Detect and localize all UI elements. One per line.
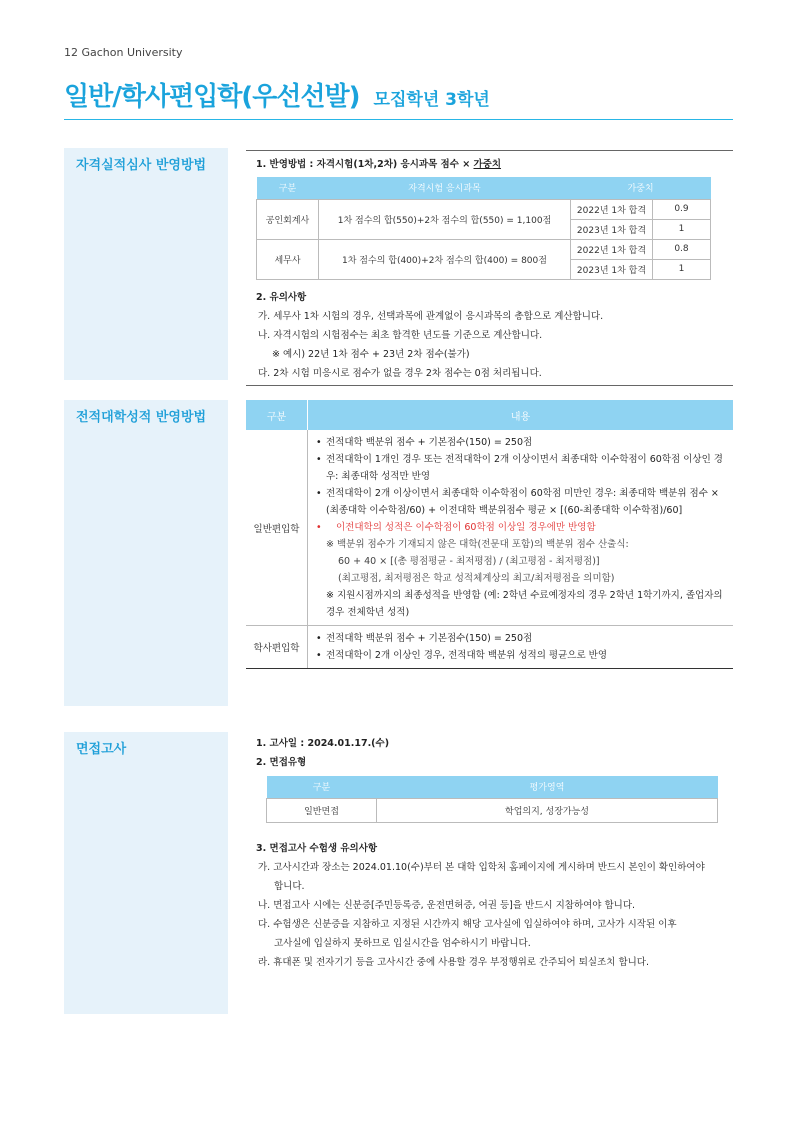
section-label: 면접고사 [76,742,127,757]
red-note: • 이전대학의 성적은 이수학점이 60학점 이상일 경우에만 반영함 [314,519,727,536]
section-heading [246,155,733,174]
type-heading: 2. 면접유형 [256,757,307,768]
section-3-content [246,734,733,972]
th-area: 평가영역 [377,776,718,798]
notice-item: 다. 수험생은 신분증을 지참하고 지정된 시간까지 해당 고사실에 입실하여야 하며, 고사가 시작된 이후 [258,918,677,930]
list-item: • 전적대학이 1개인 경우 또는 전적대학이 2개 이상이면서 최종대학 이수학점이 60학점 이상인 경우: 최종대학 성적만 반영 [314,451,727,485]
page-subtitle: 모집학년 3학년 [373,90,490,110]
final-note: ※ 지원시점까지의 최종성적을 반영함 (예: 2학년 수료예정자의 경우 2학년 1학기까지, 졸업자의 경우 전체학년 성적) [326,590,723,618]
sidebar-section-3 [64,732,228,1014]
note-item: 가. 세무사 1차 시험의 경우, 선택과목에 관계없이 응시과목의 총합으로 계산합니다. [258,310,604,322]
weight-value: 1 [653,219,711,239]
weight-label: 2023년 1차 합격 [571,259,653,279]
list-item: • 전적대학 백분위 점수 + 기본점수(150) = 250점 [314,630,727,647]
row-type: 일반면접 [267,798,377,822]
notice-item: 고사실에 입실하지 못하므로 입실시간을 엄수하시기 바랍니다. [274,937,531,949]
row-content [308,626,733,668]
weight-value: 1 [653,259,711,279]
section-label: 전적대학성적 반영방법 [76,410,207,425]
page-title: 일반/학사편입학(우선선발) [64,82,360,112]
th-category: 구분 [267,776,377,798]
bachelor-row [246,626,733,669]
row-area: 학업의지, 성장가능성 [377,798,718,822]
row-category: 세무사 [257,239,319,279]
notice-heading: 3. 면접고사 수험생 유의사항 [256,842,378,854]
divider [246,150,733,151]
weight-value: 0.9 [653,199,711,219]
section-2-content [246,400,733,669]
weight-label: 2022년 1차 합격 [571,199,653,219]
notice-item: 나. 면접고사 시에는 신분증[주민등록증, 운전면허증, 여권 등]을 반드시 지참하여야 합니다. [258,899,636,911]
divider [246,385,733,386]
th-content: 내용 [510,411,531,423]
list-item: • 전적대학 백분위 점수 + 기본점수(150) = 250점 [314,434,727,451]
weight-value: 0.8 [653,239,711,259]
formula-intro: ※ 백분위 점수가 기재되지 않은 대학(전문대 포함)의 백분위 점수 산출식: [326,539,629,550]
formula-note: (최고평점, 최저평점은 학교 성적체계상의 최고/최저평점을 의미함) [338,573,615,584]
note-item: 다. 2차 시험 미응시로 점수가 없을 경우 2차 점수는 0점 처리됩니다. [258,367,542,379]
page-header: 12 Gachon University [64,46,183,59]
title-row [64,76,733,120]
notice-item: 라. 휴대폰 및 전자기기 등을 고사시간 중에 사용할 경우 부정행위로 간주되어 퇴실조치 합니다. [258,956,650,968]
row-category: 공인회계사 [257,199,319,239]
row-subjects: 1차 점수의 합(400)+2차 점수의 합(400) = 800점 [319,239,571,279]
weight-label: 2023년 1차 합격 [571,219,653,239]
th-subjects: 자격시험 응시과목 [319,177,571,199]
list-item: • 전적대학이 2개 이상이면서 최종대학 이수학점이 60학점 미만인 경우: 최종대학 백분위 점수 × (최종대학 이수학점/60) + 이전대학 백분위점수 평균 × [(60-최종대학 이수학점)/60] [314,485,727,519]
heading-underlined: 가중치 [473,159,502,170]
qualification-table [256,177,711,280]
notice-item: 가. 고사시간과 장소는 2024.01.10(수)부터 본 대학 입학처 홈페이지에 게시하며 반드시 본인이 확인하여야 [258,861,705,873]
row-category: 일반편입학 [246,430,308,625]
row-category: 학사편입학 [246,626,308,668]
th-category: 구분 [257,177,319,199]
formula: 60 + 40 × [(총 평점평균 - 최저평점) / (최고평점 - 최저평점)] [338,556,600,567]
th-weight: 가중치 [571,177,711,199]
heading-text: 1. 반영방법 : 자격시험(1차,2차) 응시과목 점수 × [256,159,474,170]
section-label: 자격실적심사 반영방법 [76,158,207,173]
table-header [246,400,733,430]
interview-table [266,776,718,823]
exam-date: 1. 고사일 : 2024.01.17.(수) [256,738,390,749]
list-item: • 전적대학이 2개 이상인 경우, 전적대학 백분위 성적의 평균으로 반영 [314,647,727,664]
section-1-content [246,150,733,386]
note-item: 나. 자격시험의 시험점수는 최초 합격한 년도를 기준으로 계산합니다. [258,329,543,341]
sidebar-section-2 [64,400,228,706]
row-subjects: 1차 점수의 합(550)+2차 점수의 합(550) = 1,100점 [319,199,571,239]
notes-heading: 2. 유의사항 [256,291,307,303]
note-example: ※ 예시) 22년 1차 점수 + 23년 2차 점수(불가) [272,348,470,360]
general-row [246,430,733,626]
th-category: 구분 [246,400,308,430]
notice-item: 합니다. [274,880,305,892]
weight-label: 2022년 1차 합격 [571,239,653,259]
sidebar-section-1 [64,148,228,380]
row-content [308,430,733,625]
